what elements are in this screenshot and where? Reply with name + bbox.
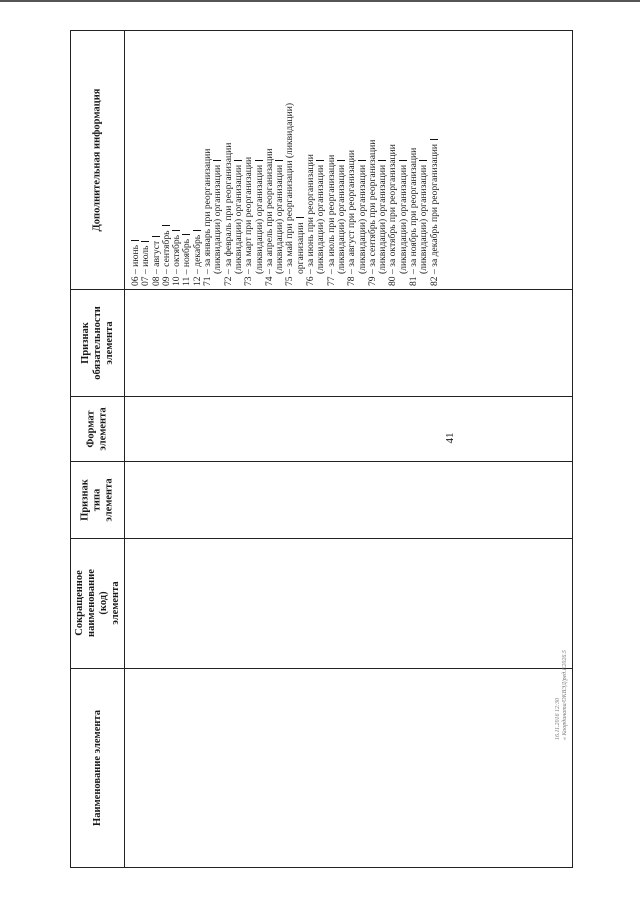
info-item-text: 12 – декабрь [191, 234, 203, 286]
info-item-text: 81 – за ноябрь при реорганизации [408, 147, 420, 286]
info-item-cont-text: (ликвидации) организации [315, 164, 327, 274]
info-item-cont-text: (ликвидации) организации [212, 164, 224, 274]
cursor-bar-icon [234, 160, 242, 161]
cursor-bar-icon [141, 241, 149, 242]
header-type-cell [71, 461, 124, 538]
cursor-bar-icon [358, 160, 366, 161]
row-divider [124, 538, 572, 539]
info-item-text: 77 – за июль при реорганизации [325, 154, 337, 286]
cursor-bar-icon [131, 240, 139, 241]
cursor-bar-icon [296, 217, 304, 218]
info-item-cont-text: (ликвидации) организации [335, 164, 347, 274]
info-item-text: 75 – за май при реорганизации (ликвидации) [284, 102, 296, 286]
header-mandatory-cell [71, 289, 124, 396]
cursor-bar-icon [430, 139, 438, 140]
header-name: Наименование элемента [91, 709, 103, 826]
stamp-line-2: « Координата/ОКВЭД/ред.Е2026.5 [562, 650, 568, 740]
info-item-text: 11 – ноябрь [181, 238, 193, 286]
info-item-text: 09 – сентябрь [160, 230, 172, 286]
page-number: 41 [444, 432, 456, 444]
info-item-cont-text: (ликвидации) организации [232, 164, 244, 274]
cursor-bar-icon [275, 160, 283, 161]
cursor-bar-icon [399, 160, 407, 161]
cursor-bar-icon [172, 230, 180, 231]
info-item-cont-text: (ликвидации) организации [274, 164, 286, 274]
header-short-name: Сокращенное наименование (код) элемента [73, 569, 121, 637]
stamp-line-1: 16.11.2016 12:30 [555, 697, 561, 740]
cursor-bar-icon [337, 160, 345, 161]
cursor-bar-icon [378, 160, 386, 161]
top-rule [0, 0, 640, 2]
cursor-bar-icon [419, 160, 427, 161]
info-item-cont-text: (ликвидации) организации [418, 164, 430, 274]
info-item-text: 76 – за июнь при реорганизации [305, 154, 317, 286]
cursor-bar-icon [182, 234, 190, 235]
info-item-text: 71 – за январь при реорганизации [202, 148, 214, 286]
info-item-text: 80 – за октябрь при реорганизации [387, 144, 399, 286]
header-format-cell [71, 396, 124, 461]
row-divider [124, 289, 572, 290]
info-item-cont-text: организации [294, 222, 306, 274]
info-item-text: 79 – за сентябрь при реорганизации [366, 139, 378, 286]
info-item-cont-text: (ликвидации) организации [356, 164, 368, 274]
header-additional-info: Дополнительная информация [91, 88, 103, 232]
info-item-text: 72 – за февраль при реорганизации [222, 142, 234, 286]
row-divider [124, 396, 572, 397]
cursor-bar-icon [193, 230, 201, 231]
info-item-text: 07 – июль [140, 245, 152, 286]
info-item [430, 31, 440, 286]
element-table [70, 30, 573, 868]
info-item-text: 08 – август [150, 240, 162, 286]
additional-info-list [131, 31, 571, 286]
info-item-text: 10 – октябрь [171, 234, 183, 286]
info-item-text: 06 – июнь [130, 245, 141, 286]
info-item-cont-text: (ликвидации) организации [397, 164, 409, 274]
row-divider [124, 461, 572, 462]
info-item-text: 74 – за апрель при реорганизации [263, 148, 275, 286]
cursor-bar-icon [255, 160, 263, 161]
header-short-name-cell [71, 538, 124, 668]
header-type-flag: Признак типа элемента [79, 477, 115, 522]
cursor-bar-icon [152, 236, 160, 237]
column-divider [124, 31, 125, 867]
file-stamp [555, 650, 569, 740]
cursor-bar-icon [316, 160, 324, 161]
info-item-text: 78 – за август при реорганизации [346, 149, 358, 286]
info-item-text: 73 – за март при реорганизации [243, 156, 255, 286]
cursor-bar-icon [213, 160, 221, 161]
info-item-cont-text: (ликвидации) организации [377, 164, 389, 274]
header-name-cell [71, 668, 124, 867]
header-mandatory-flag: Признак обязательности элемента [79, 305, 115, 380]
info-item-text: 82 – за декабрь при реорганизации [428, 143, 440, 286]
header-additional-info-cell [71, 31, 124, 289]
header-format: Формат элемента [85, 406, 109, 451]
info-item-cont-text: (ликвидации) организации [253, 164, 265, 274]
row-divider [124, 668, 572, 669]
cursor-bar-icon [162, 226, 170, 227]
